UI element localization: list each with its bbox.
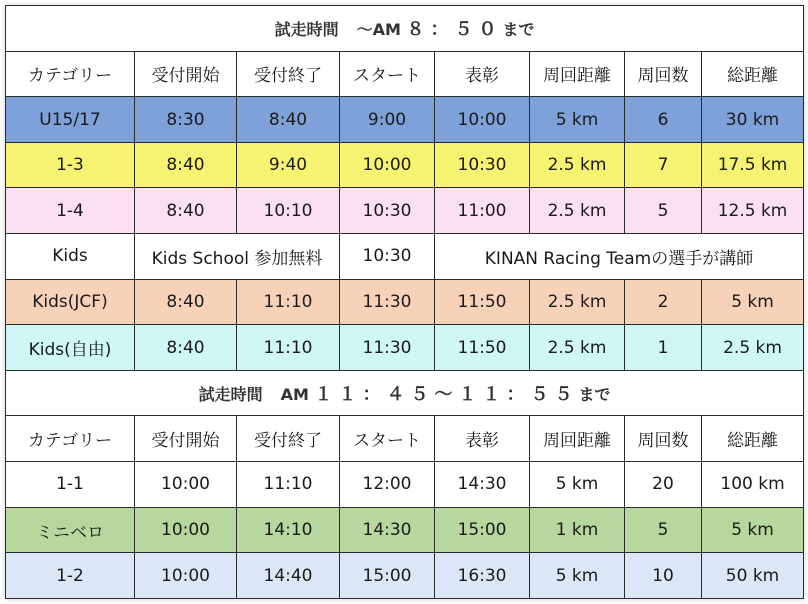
table-cell: 7 [625,142,702,188]
header-cell: 周回数 [625,416,702,462]
header-cell: カテゴリー [6,51,135,97]
header-cell: 受付開始 [135,416,237,462]
table-cell: 14:30 [435,462,530,508]
table-cell: 2.5 km [530,325,625,371]
section2-title-time: １１：４５〜１１：５５ [314,384,579,406]
table-cell: 1-2 [6,553,135,599]
table-cell: 10:00 [435,97,530,143]
table-cell: 2.5 km [702,325,804,371]
table-cell: 10:30 [435,142,530,188]
table-cell: 8:30 [135,97,237,143]
header-cell: 表彰 [435,51,530,97]
table-cell: 6 [625,97,702,143]
header-cell: 周回数 [625,51,702,97]
table-cell: 8:40 [135,188,237,234]
table-cell: 8:40 [135,279,237,325]
table-cell: 10:30 [340,188,435,234]
table-row-kids [6,234,804,280]
table-row-1-4 [6,188,804,234]
table-cell: 14:10 [237,507,340,553]
table-cell: 2.5 km [530,279,625,325]
header-cell: 表彰 [435,416,530,462]
table-cell: 5 [625,188,702,234]
header-cell: 総距離 [702,51,804,97]
header-cell: 総距離 [702,416,804,462]
table-row-minivelo [6,507,804,553]
table-cell: 15:00 [340,553,435,599]
header-cell: スタート [340,51,435,97]
table-cell: 11:10 [237,279,340,325]
table-cell: 11:10 [237,325,340,371]
section1-title-label: 試走時間 [274,20,339,40]
table-cell: 11:30 [340,279,435,325]
table-cell: 10:30 [340,234,435,280]
table-cell: 10:10 [237,188,340,234]
header-cell: カテゴリー [6,416,135,462]
table-cell: 5 [625,507,702,553]
table-cell: 1-4 [6,188,135,234]
section1-title-time: ８：５０ [406,19,503,41]
header-cell: 周回距離 [530,416,625,462]
header-cell: 周回距離 [530,51,625,97]
section2-title [6,370,804,416]
section2-title-suffix: まで [578,385,611,405]
table-cell: 5 km [530,97,625,143]
table-cell: Kids(JCF) [6,279,135,325]
table-cell: 16:30 [435,553,530,599]
table-cell: 8:40 [135,325,237,371]
table-cell: 10:00 [135,507,237,553]
table-cell: 10:00 [135,553,237,599]
header-row-2 [6,416,804,462]
table-cell: 10 [625,553,702,599]
header-cell: 受付終了 [237,416,340,462]
table-cell: 2 [625,279,702,325]
header-cell: 受付終了 [237,51,340,97]
table-cell: 12.5 km [702,188,804,234]
section2-title-label: 試走時間 [198,385,263,405]
table-cell: 5 km [702,279,804,325]
table-cell: 5 km [702,507,804,553]
header-row-1 [6,51,804,97]
table-cell: 9:00 [340,97,435,143]
table-cell: 1-1 [6,462,135,508]
table-cell: 17.5 km [702,142,804,188]
table-cell: 50 km [702,553,804,599]
table-cell: 11:30 [340,325,435,371]
header-cell: 受付開始 [135,51,237,97]
table-cell: 11:10 [237,462,340,508]
table-cell: 8:40 [237,97,340,143]
table-cell: 5 km [530,462,625,508]
table-cell: 1-3 [6,142,135,188]
table-cell: 11:50 [435,325,530,371]
table-cell: U15/17 [6,97,135,143]
header-cell: スタート [340,416,435,462]
table-row-u15 [6,97,804,143]
table-cell: 5 km [530,553,625,599]
table-cell: 20 [625,462,702,508]
kids-school-cell: Kids School 参加無料 [135,234,340,280]
table-cell: 11:50 [435,279,530,325]
table-cell: 2.5 km [530,188,625,234]
race-schedule-table [5,5,804,599]
table-cell: Kids(自由) [6,325,135,371]
table-row-kids-free [6,325,804,371]
table-row-kids-jcf [6,279,804,325]
table-cell: 10:00 [340,142,435,188]
section1-banner-row [6,6,804,52]
table-cell: 100 km [702,462,804,508]
table-cell: 1 km [530,507,625,553]
section1-title-suffix: まで [502,20,535,40]
table-cell: 30 km [702,97,804,143]
table-row-1-1 [6,462,804,508]
section1-title-prefix: 〜AM [356,20,401,40]
table-cell: 2.5 km [530,142,625,188]
table-cell: 10:00 [135,462,237,508]
table-cell: 1 [625,325,702,371]
table-row-1-3 [6,142,804,188]
table-cell: 15:00 [435,507,530,553]
table-cell: Kids [6,234,135,280]
section2-title-prefix: AM [280,385,309,405]
table-cell: 14:40 [237,553,340,599]
table-cell: 9:40 [237,142,340,188]
table-cell: 14:30 [340,507,435,553]
section1-title [6,6,804,52]
table-cell: 11:00 [435,188,530,234]
table-row-1-2 [6,553,804,599]
table-cell: 8:40 [135,142,237,188]
kids-note-cell: KINAN Racing Teamの選手が講師 [435,234,804,280]
table-cell: ミニベロ [6,507,135,553]
section2-banner-row [6,370,804,416]
table-cell: 12:00 [340,462,435,508]
